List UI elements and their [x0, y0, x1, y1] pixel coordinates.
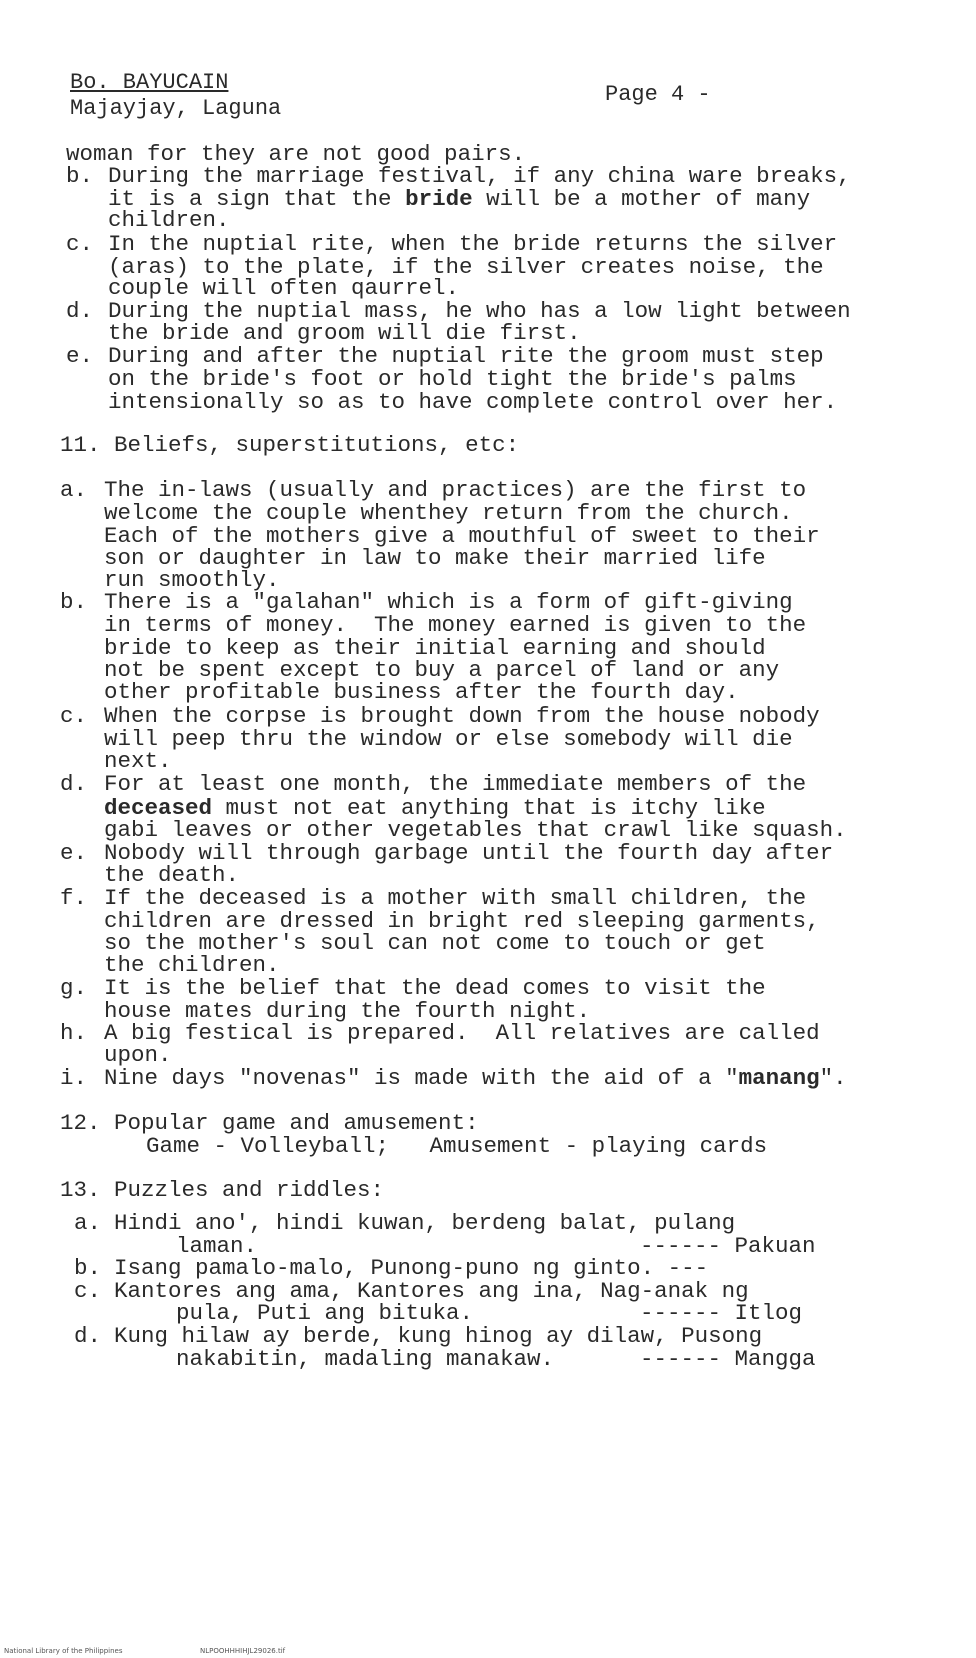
list-item-text: it is a sign that the bride will be a mother of many	[108, 186, 811, 212]
list-item-text: other profitable business after the fourth day.	[104, 679, 739, 705]
list-item-text: The in-laws (usually and practices) are the first to	[104, 477, 807, 503]
barrio-name: Bo. BAYUCAIN	[70, 70, 229, 95]
list-item-text: During and after the nuptial rite the groom must step	[108, 343, 824, 369]
file-id-footer: NLPOOHHHIHJL29026.tif	[200, 1647, 286, 1655]
list-item-text: children.	[108, 207, 230, 233]
list-item-text: house mates during the fourth night.	[104, 998, 591, 1024]
list-item-text: In the nuptial rite, when the bride returns the silver	[108, 231, 838, 257]
game-amusement-detail: Game - Volleyball; Amusement - playing cards	[146, 1133, 768, 1159]
page-number: Page 4 -	[605, 82, 711, 107]
list-marker: g.	[60, 975, 88, 1001]
list-item-text: There is a "galahan" which is a form of gift-giving	[104, 589, 793, 615]
list-item-text: Nobody will through garbage until the fourth day after	[104, 840, 834, 866]
list-item-text: Each of the mothers give a mouthful of sweet to their	[104, 523, 820, 549]
list-item-text: gabi leaves or other vegetables that crawl like squash.	[104, 817, 847, 843]
riddle-text: nakabitin, madaling manakaw.	[176, 1346, 555, 1372]
list-marker: c.	[66, 231, 94, 257]
list-marker: a.	[60, 477, 88, 503]
section-heading-12: 12. Popular game and amusement:	[60, 1110, 479, 1136]
section-heading-13: 13. Puzzles and riddles:	[60, 1177, 385, 1203]
list-item-text: For at least one month, the immediate members of the	[104, 771, 807, 797]
list-item-text: welcome the couple whenthey return from the church.	[104, 500, 793, 526]
riddle-text: pula, Puti ang bituka.	[176, 1300, 474, 1326]
list-item-text: not be spent except to buy a parcel of land or any	[104, 657, 780, 683]
list-item-text: children are dressed in bright red sleeping garments,	[104, 908, 820, 934]
list-item-text: (aras) to the plate, if the silver creates noise, the	[108, 254, 824, 280]
list-marker: f.	[60, 885, 88, 911]
list-item-text: the children.	[104, 952, 280, 978]
list-marker: d.	[74, 1323, 102, 1349]
list-marker: d.	[66, 298, 94, 324]
section-heading-11: 11. Beliefs, superstitutions, etc:	[60, 432, 520, 458]
continuation-line: woman for they are not good pairs.	[66, 141, 526, 167]
list-item-text: A big festical is prepared. All relatives are called	[104, 1020, 820, 1046]
list-item-text: Nine days "novenas" is made with the aid of a "manang".	[104, 1065, 847, 1091]
list-item-text: During the marriage festival, if any china ware breaks,	[108, 163, 851, 189]
list-marker: e.	[60, 840, 88, 866]
list-item-text: next.	[104, 748, 172, 774]
list-marker: h.	[60, 1020, 88, 1046]
riddle-answer: ------ Itlog	[640, 1300, 803, 1326]
list-marker: d.	[60, 771, 88, 797]
riddle-text: Kung hilaw ay berde, kung hinog ay dilaw, Pusong	[114, 1323, 763, 1349]
riddle-text: Isang pamalo-malo, Punong-puno ng ginto. ---	[114, 1255, 709, 1281]
list-marker: a.	[74, 1210, 102, 1236]
list-marker: b.	[74, 1255, 102, 1281]
list-marker: c.	[74, 1278, 102, 1304]
list-item-text: on the bride's foot or hold tight the bride's palms	[108, 366, 797, 392]
list-marker: i.	[60, 1065, 88, 1091]
riddle-text: Hindi ano', hindi kuwan, berdeng balat, pulang	[114, 1210, 736, 1236]
list-marker: b.	[60, 589, 88, 615]
list-item-text: run smoothly.	[104, 567, 280, 593]
list-marker: e.	[66, 343, 94, 369]
list-item-text: upon.	[104, 1042, 172, 1068]
list-item-text: son or daughter in law to make their married life	[104, 545, 766, 571]
list-item-text: bride to keep as their initial earning and should	[104, 635, 766, 661]
riddle-text: Kantores ang ama, Kantores ang ina, Nag-anak ng	[114, 1278, 749, 1304]
riddle-answer: ------ Mangga	[640, 1346, 816, 1372]
town-province: Majayjay, Laguna	[70, 96, 282, 121]
list-item-text: When the corpse is brought down from the house nobody	[104, 703, 820, 729]
list-item-text: so the mother's soul can not come to touch or get	[104, 930, 766, 956]
list-item-text: will peep thru the window or else somebody will die	[104, 726, 793, 752]
list-marker: b.	[66, 163, 94, 189]
list-item-text: If the deceased is a mother with small children, the	[104, 885, 807, 911]
list-item-text: the bride and groom will die first.	[108, 320, 581, 346]
list-marker: c.	[60, 703, 88, 729]
list-item-text: During the nuptial mass, he who has a low light between	[108, 298, 851, 324]
list-item-text: It is the belief that the dead comes to visit the	[104, 975, 766, 1001]
list-item-text: couple will often qaurrel.	[108, 275, 460, 301]
riddle-answer: ------ Pakuan	[640, 1233, 816, 1259]
library-footer: National Library of the Philippines	[4, 1647, 123, 1655]
list-item-text: in terms of money. The money earned is given to the	[104, 612, 807, 638]
riddle-text: laman.	[176, 1233, 258, 1259]
list-item-text: intensionally so as to have complete control over her.	[108, 389, 838, 415]
list-item-text: the death.	[104, 862, 240, 888]
list-item-text: deceased must not eat anything that is itchy like	[104, 795, 766, 821]
